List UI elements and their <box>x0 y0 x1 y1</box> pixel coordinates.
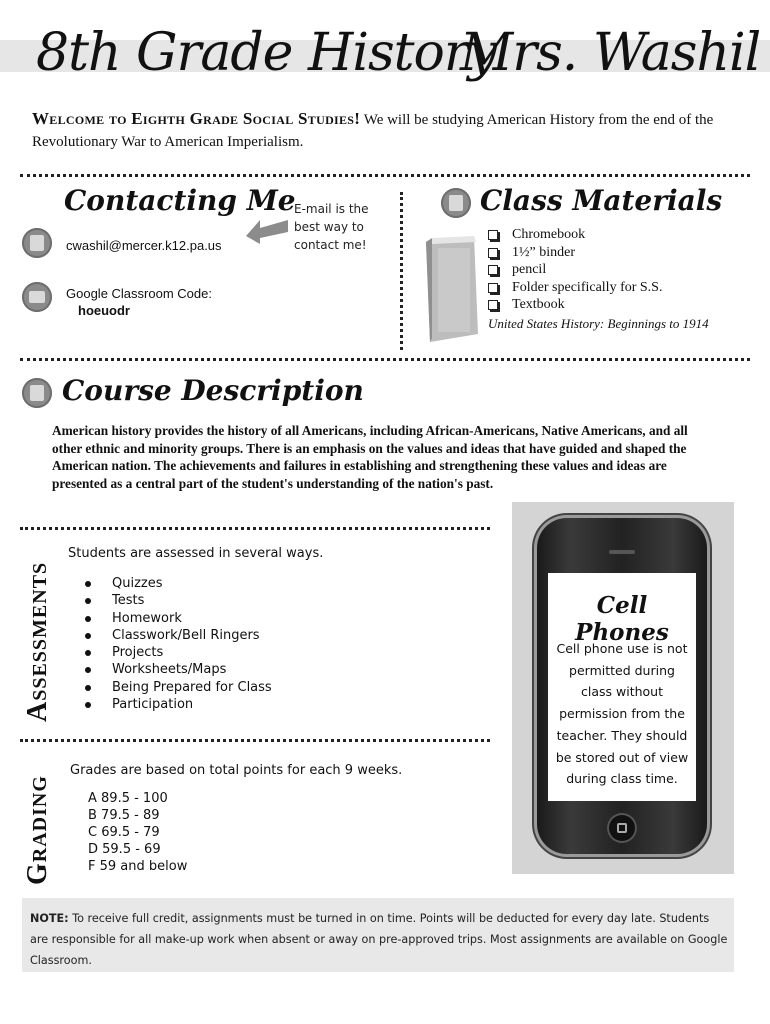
assessments-list <box>68 575 368 713</box>
list-item: Classwork/Bell Ringers <box>68 627 368 644</box>
grading-label: Grading <box>22 775 53 885</box>
classroom-label: Google Classroom Code: <box>66 286 212 301</box>
list-item: Tests <box>68 592 368 609</box>
teacher-name: Mrs. Washil <box>460 23 761 83</box>
list-item: Projects <box>68 644 368 661</box>
list-item: Quizzes <box>68 575 368 592</box>
arrow-icon <box>244 210 290 244</box>
list-item: Being Prepared for Class <box>68 679 368 696</box>
assessments-label: Assessments <box>22 561 53 722</box>
grade-row: F 59 and below <box>88 859 188 874</box>
textbook-icon <box>418 234 482 344</box>
note-paragraph <box>30 908 728 971</box>
list-item: Chromebook <box>486 226 756 244</box>
clipboard-icon <box>22 378 52 408</box>
phone-speaker <box>609 550 635 554</box>
divider-middle <box>20 358 750 361</box>
home-square-icon <box>617 823 627 833</box>
welcome-lead: Welcome to Eighth Grade Social Studies! <box>32 109 361 128</box>
list-item: Homework <box>68 610 368 627</box>
materials-icon <box>441 188 471 218</box>
divider-grading <box>20 739 490 742</box>
grade-row: B 79.5 - 89 <box>88 808 160 823</box>
divider-vertical <box>400 192 403 350</box>
divider-top <box>20 174 750 177</box>
divider-assessments <box>20 527 490 530</box>
materials-heading: Class Materials <box>480 184 723 217</box>
list-item: 1½” binder <box>486 244 756 262</box>
contact-heading: Contacting Me <box>64 184 296 217</box>
classroom-icon <box>22 282 52 312</box>
list-item: Folder specifically for S.S. <box>486 279 756 297</box>
list-item: Participation <box>68 696 368 713</box>
list-item: pencil <box>486 261 756 279</box>
grading-intro: Grades are based on total points for each 9 weeks. <box>70 763 403 778</box>
page-title: 8th Grade History <box>36 23 497 83</box>
list-item: Worksheets/Maps <box>68 661 368 678</box>
grade-row: A 89.5 - 100 <box>88 791 168 806</box>
materials-list <box>486 226 756 314</box>
email-icon <box>22 228 52 258</box>
course-description: American history provides the history of all Americans, including African-Americans, Native Americans, and all other ethnic and minority groups. There is an emphasis on the values and ideas that have guided and shaped the American nation. The achievements and failures in establishing and strengthening these values and ideas are presented as a central part of the student's understanding of the nation's past. <box>52 423 688 491</box>
contact-note: E-mail is the best way to contact me! <box>294 202 369 252</box>
note-label: NOTE: <box>30 912 69 925</box>
welcome-text: We will be studying American History from the end of the Revolutionary War to American Imperialism. <box>32 112 714 150</box>
assessments-intro: Students are assessed in several ways. <box>68 546 324 561</box>
classroom-code: hoeuodr <box>78 303 130 318</box>
textbook-title: United States History: Beginnings to 1914 <box>488 316 709 331</box>
note-text: To receive full credit, assignments must be turned in on time. Points will be deducted for every day late. Students are responsible for all make-up work when absent or away on pre-approved trips. Most assignments are available on Google Classroom. <box>30 912 728 967</box>
grade-row: C 69.5 - 79 <box>88 825 160 840</box>
grade-scale <box>88 790 187 875</box>
course-heading: Course Description <box>62 374 364 407</box>
list-item: Textbook <box>486 296 756 314</box>
cell-phones-heading: Cell Phones <box>575 592 669 646</box>
cell-phones-text: Cell phone use is not permitted during class without permission from the teacher. They should be stored out of view during class time. <box>555 641 689 787</box>
grade-row: D 59.5 - 69 <box>88 842 161 857</box>
email-link[interactable]: cwashil@mercer.k12.pa.us <box>66 238 222 253</box>
welcome-paragraph <box>32 108 732 153</box>
